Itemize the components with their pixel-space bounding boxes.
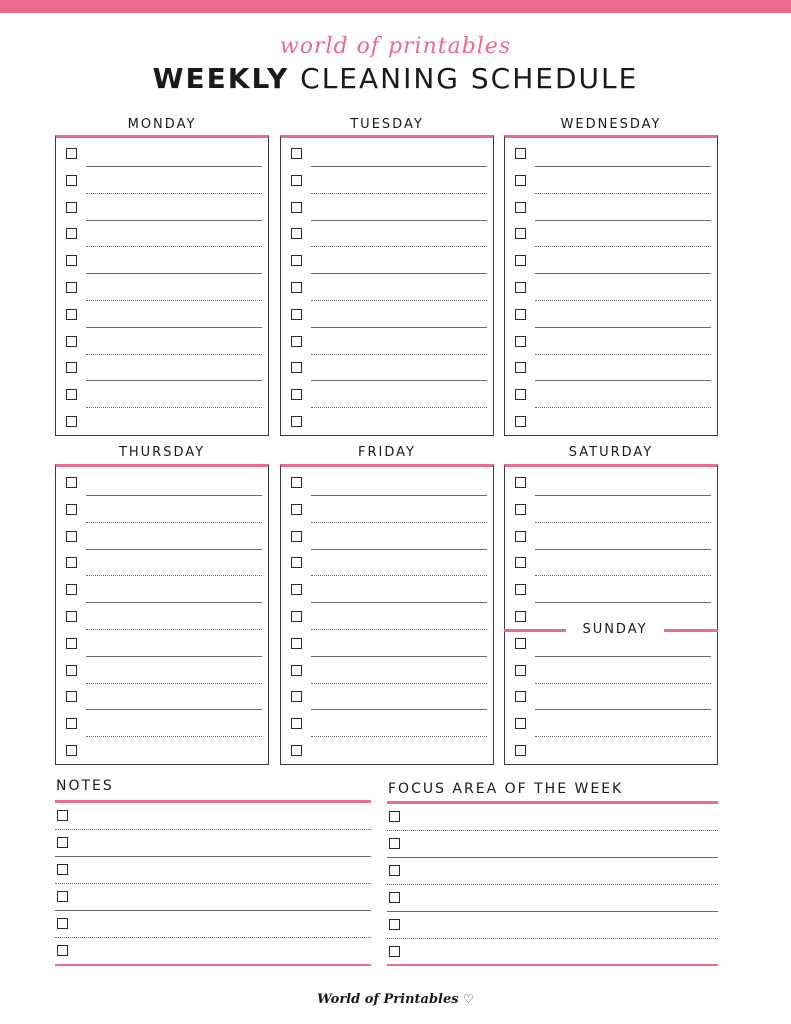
checkbox[interactable] xyxy=(57,810,68,821)
checklist-row xyxy=(56,737,268,764)
checklist-row xyxy=(56,194,268,221)
notes-heading: NOTES xyxy=(56,778,114,794)
checklist-row xyxy=(56,630,268,657)
checklist-row xyxy=(56,469,268,496)
sunday-divider xyxy=(504,622,718,638)
checkbox[interactable] xyxy=(66,255,77,266)
checklist-row xyxy=(56,354,268,381)
checkbox[interactable] xyxy=(515,282,526,293)
checkbox[interactable] xyxy=(66,584,77,595)
checkbox[interactable] xyxy=(291,336,302,347)
checklist-row xyxy=(281,576,493,603)
checkbox[interactable] xyxy=(291,148,302,159)
checklist-row xyxy=(387,939,718,966)
checklist-row xyxy=(505,167,717,194)
checklist-row xyxy=(281,167,493,194)
checkbox[interactable] xyxy=(66,309,77,320)
day-box-saturday-sunday xyxy=(504,464,718,765)
checkbox[interactable] xyxy=(291,255,302,266)
day-label-monday: MONDAY xyxy=(127,117,197,132)
checkbox[interactable] xyxy=(57,837,68,848)
checkbox[interactable] xyxy=(515,362,526,373)
checkbox[interactable] xyxy=(389,892,400,903)
checkbox[interactable] xyxy=(291,416,302,427)
checklist-row xyxy=(281,194,493,221)
checkbox[interactable] xyxy=(66,718,77,729)
checkbox[interactable] xyxy=(515,228,526,239)
checklist-row xyxy=(505,576,717,603)
checklist-row xyxy=(505,381,717,408)
checklist-row xyxy=(281,469,493,496)
day-box-thursday xyxy=(55,464,269,765)
checklist-row xyxy=(281,220,493,247)
checklist-row xyxy=(56,576,268,603)
checklist-row xyxy=(387,804,718,831)
checklist-row xyxy=(56,328,268,355)
checkbox[interactable] xyxy=(291,584,302,595)
checklist-row xyxy=(281,381,493,408)
sunday-rule-left xyxy=(504,629,566,632)
checklist-row xyxy=(281,140,493,167)
checkbox[interactable] xyxy=(66,557,77,568)
checklist-row xyxy=(281,737,493,764)
checkbox[interactable] xyxy=(66,148,77,159)
checklist-row xyxy=(281,408,493,435)
checklist-row xyxy=(505,710,717,737)
checklist-row xyxy=(505,657,717,684)
checkbox[interactable] xyxy=(66,504,77,515)
checklist-row xyxy=(387,885,718,912)
checkbox[interactable] xyxy=(57,918,68,929)
day-label-tuesday: TUESDAY xyxy=(350,117,424,132)
checkbox[interactable] xyxy=(515,389,526,400)
day-label-wednesday: WEDNESDAY xyxy=(560,117,662,132)
day-box-wednesday xyxy=(504,135,718,436)
checkbox[interactable] xyxy=(515,745,526,756)
checklist-row xyxy=(505,496,717,523)
checkbox[interactable] xyxy=(515,336,526,347)
checkbox[interactable] xyxy=(291,228,302,239)
checkbox[interactable] xyxy=(66,175,77,186)
checkbox[interactable] xyxy=(291,745,302,756)
checkbox[interactable] xyxy=(515,175,526,186)
checklist-row xyxy=(505,737,717,764)
checkbox[interactable] xyxy=(291,638,302,649)
checklist-row xyxy=(56,496,268,523)
checkbox[interactable] xyxy=(66,282,77,293)
checklist-row xyxy=(56,247,268,274)
checklist-row xyxy=(505,354,717,381)
checkbox[interactable] xyxy=(66,745,77,756)
checkbox[interactable] xyxy=(291,389,302,400)
checkbox[interactable] xyxy=(66,362,77,373)
checklist-row xyxy=(281,301,493,328)
checkbox[interactable] xyxy=(66,416,77,427)
checklist-row xyxy=(55,803,371,830)
checkbox[interactable] xyxy=(515,665,526,676)
checkbox[interactable] xyxy=(66,611,77,622)
checklist-row xyxy=(56,167,268,194)
checkbox[interactable] xyxy=(389,919,400,930)
day-label-saturday: SATURDAY xyxy=(568,445,654,460)
checkbox[interactable] xyxy=(57,891,68,902)
checkbox[interactable] xyxy=(291,611,302,622)
checklist-row xyxy=(505,328,717,355)
checklist-row xyxy=(387,912,718,939)
checkbox[interactable] xyxy=(291,665,302,676)
checkbox[interactable] xyxy=(515,416,526,427)
checklist-row xyxy=(505,140,717,167)
checkbox[interactable] xyxy=(515,531,526,542)
checklist-row xyxy=(281,630,493,657)
sunday-rule-right xyxy=(664,629,718,632)
checklist-row xyxy=(505,549,717,576)
checklist-row xyxy=(56,140,268,167)
checkbox[interactable] xyxy=(389,946,400,957)
day-label-friday: FRIDAY xyxy=(358,445,416,460)
checkbox[interactable] xyxy=(515,148,526,159)
checklist-row xyxy=(56,710,268,737)
checkbox[interactable] xyxy=(291,691,302,702)
checklist-row xyxy=(281,247,493,274)
checkbox[interactable] xyxy=(515,584,526,595)
checkbox[interactable] xyxy=(66,336,77,347)
focus-list xyxy=(387,804,718,966)
checkbox[interactable] xyxy=(389,838,400,849)
checklist-row xyxy=(281,710,493,737)
page-title-bold: WEEKLY xyxy=(152,62,290,95)
checkbox[interactable] xyxy=(291,175,302,186)
checkbox[interactable] xyxy=(291,504,302,515)
checklist-row xyxy=(55,830,371,857)
checkbox[interactable] xyxy=(291,282,302,293)
checklist-row xyxy=(281,328,493,355)
checklist-row xyxy=(387,831,718,858)
checklist-row xyxy=(56,408,268,435)
checkbox[interactable] xyxy=(291,309,302,320)
checkbox[interactable] xyxy=(515,504,526,515)
checklist-row xyxy=(505,274,717,301)
checklist-row xyxy=(281,523,493,550)
day-label-sunday: SUNDAY xyxy=(582,622,648,637)
checklist-row xyxy=(56,274,268,301)
checklist-row xyxy=(56,220,268,247)
checkbox[interactable] xyxy=(515,691,526,702)
checkbox[interactable] xyxy=(515,202,526,213)
checklist-row xyxy=(505,523,717,550)
checklist-row xyxy=(56,603,268,630)
day-box-friday xyxy=(280,464,494,765)
checkbox[interactable] xyxy=(515,557,526,568)
checklist-row xyxy=(505,194,717,221)
day-box-tuesday xyxy=(280,135,494,436)
checkbox[interactable] xyxy=(66,228,77,239)
checklist-row xyxy=(505,683,717,710)
footer-brand-text: World of Printables xyxy=(317,992,459,1007)
notes-list xyxy=(55,803,371,965)
checklist-row xyxy=(281,549,493,576)
heart-icon: ♡ xyxy=(463,992,474,1006)
checkbox[interactable] xyxy=(389,811,400,822)
checkbox[interactable] xyxy=(291,202,302,213)
checklist-row xyxy=(505,220,717,247)
day-box-monday xyxy=(55,135,269,436)
focus-bottom-rule xyxy=(387,964,718,966)
checkbox[interactable] xyxy=(66,638,77,649)
checklist-row xyxy=(281,274,493,301)
checkbox[interactable] xyxy=(389,865,400,876)
checklist-row xyxy=(55,938,371,965)
checklist-row xyxy=(387,858,718,885)
checkbox[interactable] xyxy=(291,718,302,729)
checkbox[interactable] xyxy=(57,945,68,956)
checklist-row xyxy=(56,683,268,710)
day-label-thursday: THURSDAY xyxy=(118,445,206,460)
top-accent-bar xyxy=(0,0,791,13)
checklist-row xyxy=(281,496,493,523)
checklist-row xyxy=(281,657,493,684)
checkbox[interactable] xyxy=(66,202,77,213)
checkbox[interactable] xyxy=(515,477,526,488)
checklist-row xyxy=(281,603,493,630)
checklist-row xyxy=(505,247,717,274)
checklist-row xyxy=(55,857,371,884)
checklist-row xyxy=(55,884,371,911)
footer-brand xyxy=(0,992,791,1007)
checkbox[interactable] xyxy=(57,864,68,875)
checkbox[interactable] xyxy=(515,611,526,622)
checkbox[interactable] xyxy=(291,557,302,568)
checkbox[interactable] xyxy=(515,718,526,729)
checkbox[interactable] xyxy=(66,531,77,542)
checklist-row xyxy=(56,301,268,328)
checklist-row xyxy=(56,549,268,576)
checklist-row xyxy=(505,301,717,328)
checkbox[interactable] xyxy=(291,362,302,373)
checkbox[interactable] xyxy=(515,309,526,320)
checklist-row xyxy=(56,657,268,684)
checklist-row xyxy=(281,354,493,381)
checklist-row xyxy=(55,911,371,938)
checkbox[interactable] xyxy=(66,691,77,702)
page-title-rest: CLEANING SCHEDULE xyxy=(300,62,639,95)
checkbox[interactable] xyxy=(515,255,526,266)
focus-heading: FOCUS AREA OF THE WEEK xyxy=(388,781,624,797)
checkbox[interactable] xyxy=(515,638,526,649)
checklist-row xyxy=(56,523,268,550)
checkbox[interactable] xyxy=(66,389,77,400)
notes-bottom-rule xyxy=(55,964,371,966)
checkbox[interactable] xyxy=(291,477,302,488)
checklist-row xyxy=(505,469,717,496)
brand-script-title: world of printables xyxy=(279,34,512,59)
checklist-row xyxy=(56,381,268,408)
checkbox[interactable] xyxy=(66,477,77,488)
page-title xyxy=(0,62,791,95)
checklist-row xyxy=(281,683,493,710)
checkbox[interactable] xyxy=(66,665,77,676)
checklist-row xyxy=(505,408,717,435)
checkbox[interactable] xyxy=(291,531,302,542)
